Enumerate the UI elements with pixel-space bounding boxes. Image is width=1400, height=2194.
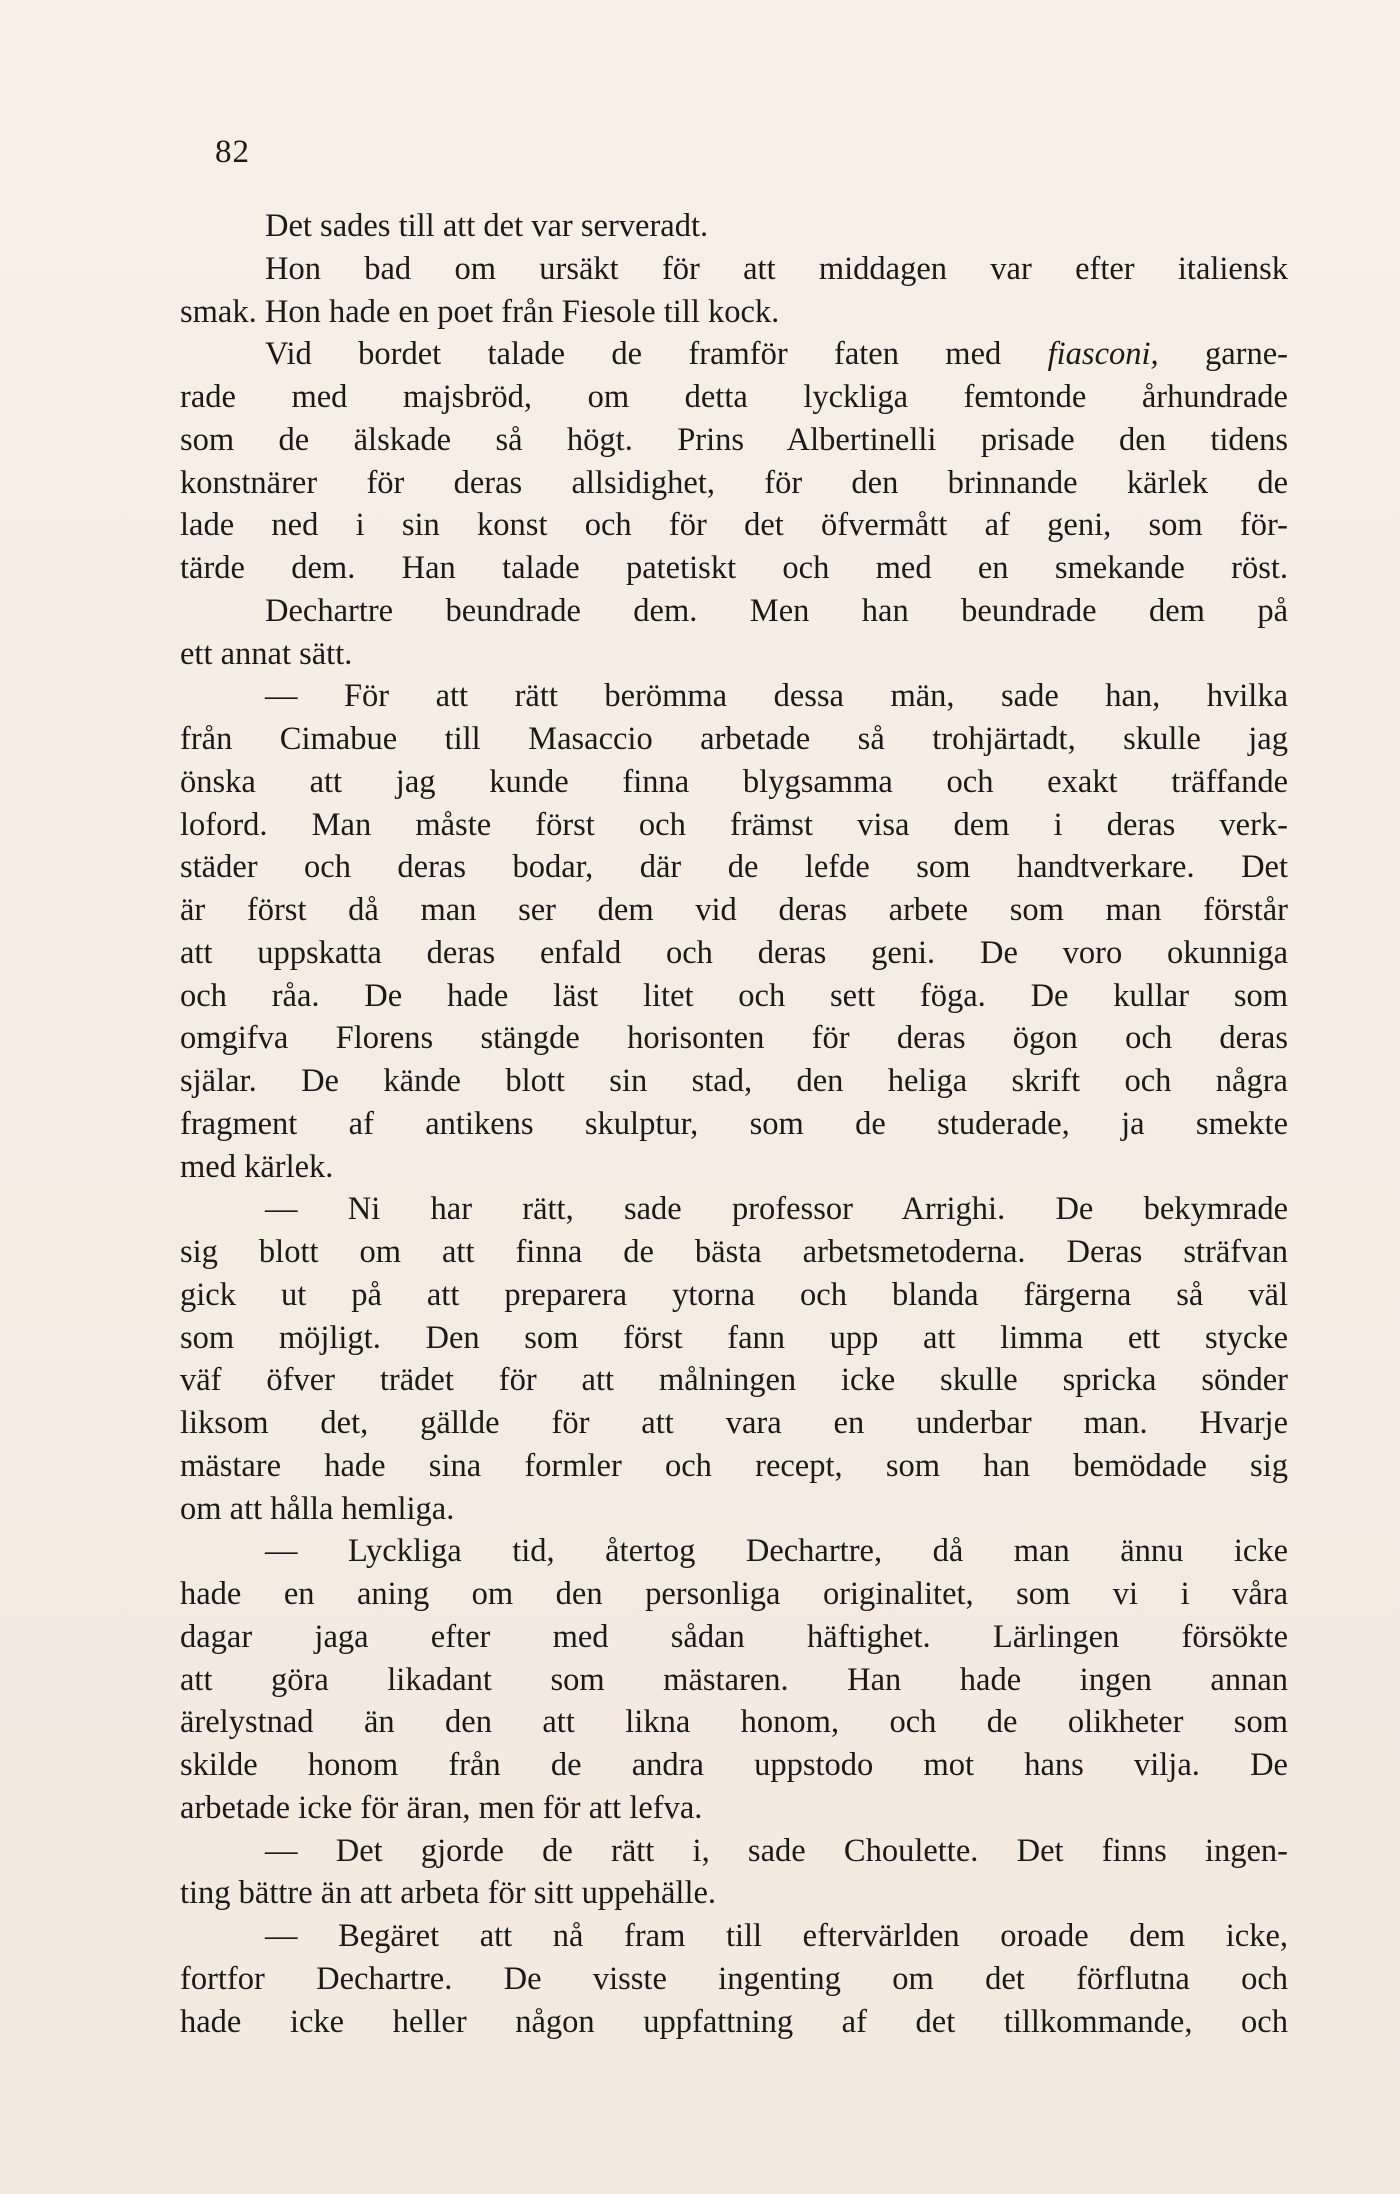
text-line: liksom det, gällde för att vara en underbar man. Hvarje: [180, 1405, 1288, 1441]
text-line: och råa. De hade läst litet och sett föga. De kullar som: [180, 977, 1288, 1014]
text-line: — Lyckliga tid, återtog Dechartre, då man ännu icke: [265, 1533, 1288, 1570]
page-number: 82: [215, 134, 250, 170]
text-line: tärde dem. Han talade patetiskt och med en smekande röst.: [180, 550, 1288, 586]
text-line: Det sades till att det var serveradt.: [265, 208, 709, 244]
text-line: mästare hade sina formler och recept, som han bemödade sig: [180, 1447, 1288, 1484]
text-line: med kärlek.: [180, 1148, 334, 1185]
text-line: fragment af antikens skulptur, som de studerade, ja smekte: [180, 1105, 1288, 1142]
text-line: dagar jaga efter med sådan häftighet. Lärlingen försökte: [180, 1618, 1288, 1655]
text-line: från Cimabue till Masaccio arbetade så trohjärtadt, skulle jag: [180, 721, 1288, 757]
text-line: — Det gjorde de rätt i, sade Choulette. Det finns ingen-: [265, 1832, 1288, 1869]
text-line: som de älskade så högt. Prins Albertinelli prisade den tidens: [180, 421, 1288, 458]
text-line: rade med majsbröd, om detta lyckliga femtonde århundrade: [180, 379, 1288, 415]
text-line: som möjligt. Den som först fann upp att limma ett stycke: [180, 1319, 1288, 1356]
text-line: gick ut på att preparera ytorna och blanda färgerna så väl: [180, 1276, 1288, 1313]
text-line: om att hålla hemliga.: [180, 1490, 455, 1527]
text-line: [180, 333, 1288, 376]
italic-word: fiasconi,: [1047, 336, 1159, 373]
text-line: själar. De kände blott sin stad, den heliga skrift och några: [180, 1063, 1288, 1099]
text-line: smak. Hon hade en poet från Fiesole till kock.: [180, 293, 780, 330]
text-line: önska att jag kunde finna blygsamma och exakt träffande: [180, 763, 1288, 800]
text-segment: garne-: [1158, 336, 1288, 373]
text-line: Dechartre beundrade dem. Men han beundrade dem på: [265, 592, 1288, 629]
text-line: ett annat sätt.: [180, 635, 353, 672]
text-line: — För att rätt berömma dessa män, sade han, hvilka: [265, 678, 1288, 715]
text-line: väf öfver trädet för att målningen icke skulle spricka sönder: [180, 1362, 1288, 1399]
text-line: arbetade icke för äran, men för att lefva.: [180, 1789, 703, 1826]
text-line: omgifva Florens stängde horisonten för deras ögon och deras: [180, 1020, 1288, 1057]
text-line: ting bättre än att arbeta för sitt uppehälle.: [180, 1875, 717, 1912]
text-line: är först då man ser dem vid deras arbete som man förstår: [180, 892, 1288, 928]
text-line: att göra likadant som mästaren. Han hade ingen annan: [180, 1661, 1288, 1698]
text-line: lade ned i sin konst och för det öfvermått af geni, som för-: [180, 507, 1288, 544]
text-line: skilde honom från de andra uppstodo mot hans vilja. De: [180, 1747, 1288, 1783]
text-line: — Begäret att nå fram till eftervärlden oroade dem icke,: [265, 1918, 1288, 1954]
body-text: [180, 205, 1288, 2043]
text-line: hade icke heller någon uppfattning af det tillkommande, och: [180, 2003, 1288, 2040]
text-line: — Ni har rätt, sade professor Arrighi. De bekymrade: [265, 1191, 1288, 1228]
text-line: loford. Man måste först och främst visa dem i deras verk-: [180, 806, 1288, 843]
text-segment: Vid bordet talade de framför faten med: [265, 336, 1048, 373]
text-line: konstnärer för deras allsidighet, för den brinnande kärlek de: [180, 464, 1288, 501]
text-line: Hon bad om ursäkt för att middagen var efter italiensk: [265, 250, 1288, 287]
text-line: sig blott om att finna de bästa arbetsmetoderna. Deras sträfvan: [180, 1234, 1288, 1270]
text-line: städer och deras bodar, där de lefde som handtverkare. Det: [180, 849, 1288, 886]
text-line: att uppskatta deras enfald och deras geni. De voro okunniga: [180, 934, 1288, 971]
text-line: ärelystnad än den att likna honom, och de olikheter som: [180, 1704, 1288, 1741]
text-line: hade en aning om den personliga originalitet, som vi i våra: [180, 1576, 1288, 1612]
text-line: fortfor Dechartre. De visste ingenting om det förflutna och: [180, 1960, 1288, 1997]
